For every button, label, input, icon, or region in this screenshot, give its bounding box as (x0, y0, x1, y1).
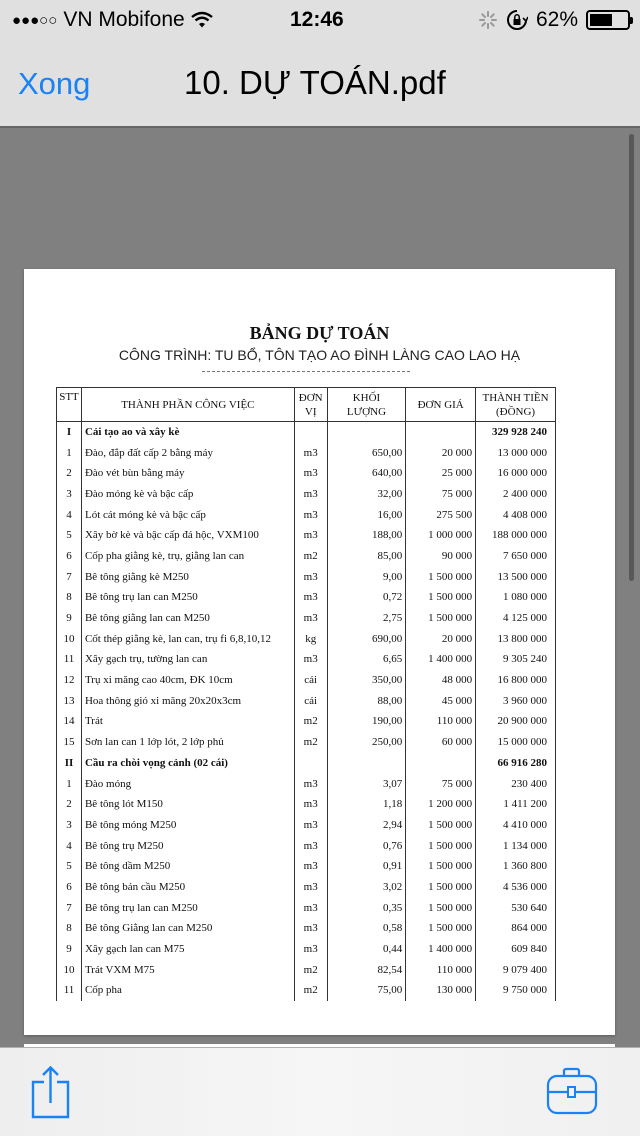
cell-quantity: 650,00 (327, 442, 406, 463)
header-unit (294, 388, 327, 422)
table-row (57, 732, 556, 753)
table-body (57, 422, 556, 1001)
cell-stt: 11 (57, 980, 82, 1001)
cell-unit-price: 1 500 000 (406, 877, 476, 898)
cell-stt: 1 (57, 773, 82, 794)
cell-unit-price: 90 000 (406, 546, 476, 567)
done-button[interactable]: Xong (18, 66, 91, 101)
cell-stt: 9 (57, 939, 82, 960)
cell-unit: m3 (294, 587, 327, 608)
table-row (57, 794, 556, 815)
cell-work-item: Xây bờ kè và bậc cấp đá hộc, VXM100 (81, 525, 294, 546)
cell-total: 13 800 000 (476, 628, 556, 649)
cell-quantity: 190,00 (327, 711, 406, 732)
header-total (476, 388, 556, 422)
cell-quantity: 690,00 (327, 628, 406, 649)
cell-unit: m3 (294, 566, 327, 587)
table-row (57, 484, 556, 505)
cell-unit-price (406, 422, 476, 443)
cell-stt: 4 (57, 504, 82, 525)
cell-total: 13 500 000 (476, 566, 556, 587)
cell-unit: m3 (294, 649, 327, 670)
cell-quantity: 250,00 (327, 732, 406, 753)
cell-unit: m3 (294, 442, 327, 463)
cell-unit-price: 1 500 000 (406, 815, 476, 836)
cell-unit-price: 1 000 000 (406, 525, 476, 546)
cell-quantity: 3,02 (327, 877, 406, 898)
table-row (57, 939, 556, 960)
cell-quantity: 2,94 (327, 815, 406, 836)
cell-unit: m3 (294, 939, 327, 960)
table-row (57, 504, 556, 525)
table-row (57, 442, 556, 463)
header-unit-price: ĐƠN GIÁ (406, 388, 476, 422)
cell-work-item: Đào vét bùn bằng máy (81, 463, 294, 484)
cell-unit: kg (294, 628, 327, 649)
table-row (57, 815, 556, 836)
cell-quantity: 640,00 (327, 463, 406, 484)
table-header-row (57, 388, 556, 422)
cell-unit-price: 1 400 000 (406, 649, 476, 670)
cell-quantity (327, 753, 406, 774)
cell-stt: 6 (57, 546, 82, 567)
cell-work-item: Cải tạo ao và xây kè (81, 422, 294, 443)
table-row (57, 670, 556, 691)
table-row (57, 649, 556, 670)
cell-unit-price: 75 000 (406, 773, 476, 794)
cell-work-item: Bê tông móng M250 (81, 815, 294, 836)
table-row (57, 897, 556, 918)
cell-total: 7 650 000 (476, 546, 556, 567)
wifi-icon (191, 11, 213, 29)
cell-work-item: Cầu ra chòi vọng cảnh (02 cái) (81, 753, 294, 774)
cell-unit: m3 (294, 856, 327, 877)
cell-quantity (327, 422, 406, 443)
document-title: 10. DỰ TOÁN.pdf (184, 64, 446, 101)
cell-total: 15 000 000 (476, 732, 556, 753)
cell-work-item: Trụ xi măng cao 40cm, ĐK 10cm (81, 670, 294, 691)
cell-total: 230 400 (476, 773, 556, 794)
carrier-label: VN Mobifone (63, 8, 185, 31)
activity-spinner-icon (478, 10, 498, 30)
cell-stt: 9 (57, 608, 82, 629)
cell-stt: 3 (57, 484, 82, 505)
table-row (57, 525, 556, 546)
cell-unit-price: 130 000 (406, 980, 476, 1001)
cell-stt: 10 (57, 628, 82, 649)
cell-unit-price: 1 500 000 (406, 587, 476, 608)
cell-unit-price: 1 400 000 (406, 939, 476, 960)
cell-work-item: Sơn lan can 1 lớp lót, 2 lớp phủ (81, 732, 294, 753)
cell-stt: 15 (57, 732, 82, 753)
cell-unit: m3 (294, 525, 327, 546)
cell-unit-price: 45 000 (406, 690, 476, 711)
cell-unit: m2 (294, 732, 327, 753)
battery-level-fill (590, 14, 612, 26)
cell-quantity: 2,75 (327, 608, 406, 629)
table-row (57, 711, 556, 732)
dashed-divider (202, 371, 410, 372)
cell-work-item: Lót cát móng kè và bậc cấp (81, 504, 294, 525)
cell-unit-price: 60 000 (406, 732, 476, 753)
cell-total: 530 640 (476, 897, 556, 918)
cell-quantity: 88,00 (327, 690, 406, 711)
header-unit-line1: ĐƠN (298, 391, 323, 404)
header-quantity-line2: LƯỢNG (346, 405, 387, 418)
table-row (57, 835, 556, 856)
cell-total: 864 000 (476, 918, 556, 939)
table-row (57, 463, 556, 484)
cell-quantity: 3,07 (327, 773, 406, 794)
cell-unit-price: 1 500 000 (406, 897, 476, 918)
project-subtitle: CÔNG TRÌNH: TU BỔ, TÔN TẠO AO ĐÌNH LÀNG CAO LAO HẠ (118, 347, 521, 363)
cell-unit-price: 20 000 (406, 442, 476, 463)
header-quantity-line1: KHỐI (352, 391, 381, 404)
cell-unit: m3 (294, 877, 327, 898)
cell-quantity: 1,18 (327, 794, 406, 815)
cell-quantity: 16,00 (327, 504, 406, 525)
table-row (57, 690, 556, 711)
cell-total: 3 960 000 (476, 690, 556, 711)
table-row (57, 918, 556, 939)
header-total-line1: THÀNH TIỀN (482, 391, 549, 404)
cell-work-item: Trát VXM M75 (81, 959, 294, 980)
cell-stt: 11 (57, 649, 82, 670)
cell-unit-price: 20 000 (406, 628, 476, 649)
header-total-line2: (ĐỒNG) (495, 405, 536, 418)
cell-work-item: Bê tông trụ M250 (81, 835, 294, 856)
cell-work-item: Xây gạch trụ, tường lan can (81, 649, 294, 670)
cell-work-item: Đào móng kè và bậc cấp (81, 484, 294, 505)
table-section-row (57, 422, 556, 443)
table-row (57, 980, 556, 1001)
clock: 12:46 (290, 8, 344, 31)
cell-stt: 3 (57, 815, 82, 836)
cell-unit-price: 1 500 000 (406, 608, 476, 629)
status-right (478, 8, 630, 32)
cell-quantity: 75,00 (327, 980, 406, 1001)
cell-stt: 4 (57, 835, 82, 856)
cell-work-item: Hoa thông gió xi măng 20x20x3cm (81, 690, 294, 711)
table-row (57, 877, 556, 898)
cell-unit: m3 (294, 484, 327, 505)
cell-stt: 7 (57, 566, 82, 587)
cell-work-item: Bê tông trụ lan can M250 (81, 587, 294, 608)
cell-stt: 2 (57, 463, 82, 484)
cell-work-item: Xây gạch lan can M75 (81, 939, 294, 960)
cell-work-item: Trát (81, 711, 294, 732)
cell-unit: m3 (294, 773, 327, 794)
cell-unit: m2 (294, 711, 327, 732)
cell-unit: cái (294, 690, 327, 711)
cell-quantity: 0,76 (327, 835, 406, 856)
cell-total: 9 750 000 (476, 980, 556, 1001)
cell-total: 1 411 200 (476, 794, 556, 815)
cell-total: 1 080 000 (476, 587, 556, 608)
cell-unit-price: 110 000 (406, 959, 476, 980)
toolbox-icon[interactable] (546, 1066, 598, 1116)
cell-quantity: 350,00 (327, 670, 406, 691)
cell-unit: m3 (294, 794, 327, 815)
cell-stt: 10 (57, 959, 82, 980)
cell-stt: 2 (57, 794, 82, 815)
cell-unit: m3 (294, 463, 327, 484)
cell-stt: 12 (57, 670, 82, 691)
cell-unit-price: 48 000 (406, 670, 476, 691)
cell-stt: 7 (57, 897, 82, 918)
table-row (57, 587, 556, 608)
cell-unit-price: 1 200 000 (406, 794, 476, 815)
vertical-scrollbar[interactable] (629, 134, 634, 581)
cell-total: 1 360 800 (476, 856, 556, 877)
cell-quantity: 0,91 (327, 856, 406, 877)
cell-stt: 13 (57, 690, 82, 711)
cell-unit-price: 1 500 000 (406, 566, 476, 587)
battery-percent: 62% (535, 8, 578, 31)
cell-unit-price: 75 000 (406, 484, 476, 505)
estimate-title: BẢNG DỰ TOÁN (249, 323, 390, 343)
header-stt: STT (57, 388, 82, 422)
cell-unit: m3 (294, 504, 327, 525)
cell-stt: 14 (57, 711, 82, 732)
cell-work-item: Đào móng (81, 773, 294, 794)
cell-unit-price: 110 000 (406, 711, 476, 732)
cell-quantity: 82,54 (327, 959, 406, 980)
header-work-item: THÀNH PHẦN CÔNG VIỆC (81, 388, 294, 422)
orientation-lock-icon (506, 9, 528, 31)
cell-total: 9 305 240 (476, 649, 556, 670)
cell-quantity: 0,58 (327, 918, 406, 939)
cell-total: 4 410 000 (476, 815, 556, 836)
cell-work-item: Bê tông bản cầu M250 (81, 877, 294, 898)
cell-quantity: 0,35 (327, 897, 406, 918)
cell-unit: cái (294, 670, 327, 691)
cell-total: 16 000 000 (476, 463, 556, 484)
cell-work-item: Bê tông lót M150 (81, 794, 294, 815)
cell-unit: m2 (294, 980, 327, 1001)
cell-unit-price: 1 500 000 (406, 856, 476, 877)
cell-stt: I (57, 422, 82, 443)
table-row (57, 856, 556, 877)
cell-unit-price: 1 500 000 (406, 918, 476, 939)
cell-unit-price: 1 500 000 (406, 835, 476, 856)
navigation-bar (0, 40, 640, 128)
cell-total: 609 840 (476, 939, 556, 960)
table-row (57, 608, 556, 629)
cell-quantity: 6,65 (327, 649, 406, 670)
cell-quantity: 32,00 (327, 484, 406, 505)
cell-total: 4 536 000 (476, 877, 556, 898)
header-unit-line2: VỊ (304, 405, 317, 418)
cell-quantity: 9,00 (327, 566, 406, 587)
cell-quantity: 0,44 (327, 939, 406, 960)
estimate-table (56, 387, 556, 1001)
table-row (57, 959, 556, 980)
cell-work-item: Bê tông dầm M250 (81, 856, 294, 877)
table-row (57, 566, 556, 587)
cell-unit: m3 (294, 835, 327, 856)
cell-stt: 8 (57, 918, 82, 939)
cell-total: 13 000 000 (476, 442, 556, 463)
cell-unit-price (406, 753, 476, 774)
pdf-page (24, 269, 615, 1035)
status-bar (0, 0, 640, 40)
cell-total: 329 928 240 (476, 422, 556, 443)
cell-total: 9 079 400 (476, 959, 556, 980)
cell-total: 188 000 000 (476, 525, 556, 546)
cell-unit: m2 (294, 546, 327, 567)
cell-quantity: 0,72 (327, 587, 406, 608)
cell-total: 20 900 000 (476, 711, 556, 732)
cell-stt: 5 (57, 525, 82, 546)
cell-unit (294, 422, 327, 443)
cell-quantity: 85,00 (327, 546, 406, 567)
table-row (57, 628, 556, 649)
cell-unit: m3 (294, 608, 327, 629)
battery-icon (586, 10, 630, 30)
table-section-row (57, 753, 556, 774)
signal-strength-icon: ●●●○○ (12, 11, 58, 29)
cell-stt: II (57, 753, 82, 774)
cell-unit (294, 753, 327, 774)
table-row (57, 546, 556, 567)
cell-stt: 8 (57, 587, 82, 608)
cell-stt: 1 (57, 442, 82, 463)
cell-unit: m3 (294, 918, 327, 939)
cell-unit: m3 (294, 897, 327, 918)
cell-work-item: Cốt thép giằng kè, lan can, trụ fi 6,8,10,12 (81, 628, 294, 649)
cell-total: 16 800 000 (476, 670, 556, 691)
cell-total: 4 408 000 (476, 504, 556, 525)
cell-total: 66 916 280 (476, 753, 556, 774)
cell-work-item: Bê tông giằng kè M250 (81, 566, 294, 587)
cell-total: 2 400 000 (476, 484, 556, 505)
cell-work-item: Cốp pha giằng kè, trụ, giằng lan can (81, 546, 294, 567)
cell-unit-price: 275 500 (406, 504, 476, 525)
bottom-toolbar (0, 1047, 640, 1136)
cell-stt: 5 (57, 856, 82, 877)
share-icon[interactable] (30, 1065, 74, 1121)
cell-work-item: Cốp pha (81, 980, 294, 1001)
cell-work-item: Bê tông giằng lan can M250 (81, 608, 294, 629)
cell-unit: m2 (294, 959, 327, 980)
cell-total: 1 134 000 (476, 835, 556, 856)
cell-quantity: 188,00 (327, 525, 406, 546)
status-left (12, 8, 213, 32)
cell-work-item: Bê tông Giằng lan can M250 (81, 918, 294, 939)
header-quantity (327, 388, 406, 422)
cell-work-item: Bê tông trụ lan can M250 (81, 897, 294, 918)
cell-unit: m3 (294, 815, 327, 836)
cell-unit-price: 25 000 (406, 463, 476, 484)
table-row (57, 773, 556, 794)
cell-total: 4 125 000 (476, 608, 556, 629)
cell-stt: 6 (57, 877, 82, 898)
cell-work-item: Đào, đắp đất cấp 2 bằng máy (81, 442, 294, 463)
